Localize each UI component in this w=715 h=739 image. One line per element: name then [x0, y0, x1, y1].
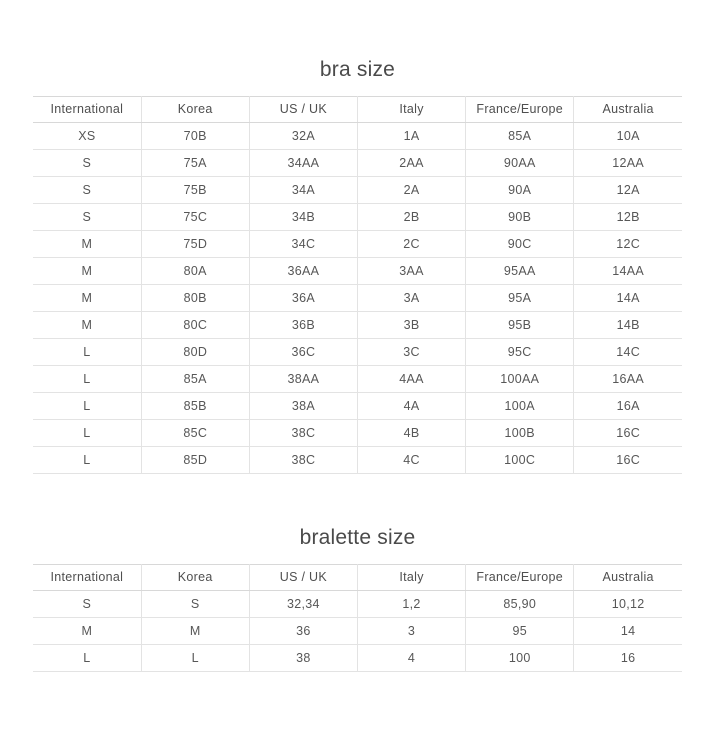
column-header: Italy — [357, 97, 465, 123]
bra-size-title: bra size — [319, 58, 396, 81]
table-cell: 3AA — [357, 258, 465, 285]
table-cell: 16C — [574, 420, 682, 447]
bralette-size-table-wrap — [0, 564, 715, 672]
bra-table-head — [33, 97, 682, 123]
column-header: US / UK — [249, 97, 357, 123]
table-cell: 90B — [466, 204, 574, 231]
table-cell: XS — [33, 123, 141, 150]
table-cell: L — [33, 447, 141, 474]
column-header: Korea — [141, 565, 249, 591]
column-header: Australia — [574, 97, 682, 123]
table-cell: 14A — [574, 285, 682, 312]
column-header: International — [33, 565, 141, 591]
section-spacer — [0, 474, 715, 526]
table-cell: 12B — [574, 204, 682, 231]
table-cell: 85A — [466, 123, 574, 150]
bra-size-table-wrap — [0, 96, 715, 474]
table-cell: 75B — [141, 177, 249, 204]
column-header: France/Europe — [466, 97, 574, 123]
table-cell: M — [33, 285, 141, 312]
table-cell: 34A — [249, 177, 357, 204]
table-row — [33, 447, 682, 474]
table-cell: 4AA — [357, 366, 465, 393]
table-row — [33, 150, 682, 177]
table-cell: 85,90 — [466, 591, 574, 618]
table-cell: 100AA — [466, 366, 574, 393]
table-cell: 14AA — [574, 258, 682, 285]
top-spacer — [0, 0, 715, 56]
table-cell: 34C — [249, 231, 357, 258]
table-cell: 85C — [141, 420, 249, 447]
table-cell: 85B — [141, 393, 249, 420]
table-cell: 12C — [574, 231, 682, 258]
table-cell: M — [33, 618, 141, 645]
bralette-table-body — [33, 591, 682, 672]
table-cell: 95A — [466, 285, 574, 312]
table-cell: 36B — [249, 312, 357, 339]
table-cell: 4 — [357, 645, 465, 672]
table-cell: 3B — [357, 312, 465, 339]
column-header: Australia — [574, 565, 682, 591]
table-cell: 32,34 — [249, 591, 357, 618]
table-cell: 75A — [141, 150, 249, 177]
table-cell: 34AA — [249, 150, 357, 177]
table-cell: 2C — [357, 231, 465, 258]
table-cell: 90C — [466, 231, 574, 258]
table-cell: 10A — [574, 123, 682, 150]
table-row — [33, 420, 682, 447]
table-cell: 14B — [574, 312, 682, 339]
table-cell: 95C — [466, 339, 574, 366]
table-cell: 100A — [466, 393, 574, 420]
table-cell: 4B — [357, 420, 465, 447]
bra-title-spacer — [0, 82, 715, 96]
table-cell: 1,2 — [357, 591, 465, 618]
table-cell: 12AA — [574, 150, 682, 177]
table-cell: 38AA — [249, 366, 357, 393]
table-cell: 4C — [357, 447, 465, 474]
bra-size-table — [33, 96, 682, 474]
table-cell: 34B — [249, 204, 357, 231]
table-cell: 10,12 — [574, 591, 682, 618]
table-cell: 14C — [574, 339, 682, 366]
bralette-table-head — [33, 565, 682, 591]
table-cell: 1A — [357, 123, 465, 150]
table-row — [33, 258, 682, 285]
table-row — [33, 591, 682, 618]
table-cell: 3A — [357, 285, 465, 312]
table-row — [33, 366, 682, 393]
table-cell: 85D — [141, 447, 249, 474]
column-header: International — [33, 97, 141, 123]
table-cell: 38C — [249, 420, 357, 447]
table-cell: 38 — [249, 645, 357, 672]
table-cell: 90A — [466, 177, 574, 204]
table-row — [33, 177, 682, 204]
table-cell: 2B — [357, 204, 465, 231]
table-cell: 100B — [466, 420, 574, 447]
table-cell: L — [33, 339, 141, 366]
table-cell: 85A — [141, 366, 249, 393]
table-cell: 75D — [141, 231, 249, 258]
table-header-row — [33, 565, 682, 591]
table-cell: 90AA — [466, 150, 574, 177]
table-cell: 95B — [466, 312, 574, 339]
table-row — [33, 204, 682, 231]
table-row — [33, 285, 682, 312]
table-cell: L — [33, 366, 141, 393]
table-cell: 38C — [249, 447, 357, 474]
table-cell: 36 — [249, 618, 357, 645]
table-cell: 3 — [357, 618, 465, 645]
bra-table-body — [33, 123, 682, 474]
column-header: Korea — [141, 97, 249, 123]
table-cell: 32A — [249, 123, 357, 150]
table-row — [33, 618, 682, 645]
table-cell: 12A — [574, 177, 682, 204]
table-cell: S — [33, 177, 141, 204]
table-row — [33, 123, 682, 150]
table-cell: 70B — [141, 123, 249, 150]
table-cell: M — [33, 258, 141, 285]
table-cell: 80C — [141, 312, 249, 339]
table-row — [33, 393, 682, 420]
table-cell: L — [33, 645, 141, 672]
table-row — [33, 312, 682, 339]
table-cell: 38A — [249, 393, 357, 420]
bralette-size-title: bralette size — [299, 526, 416, 549]
table-cell: 80D — [141, 339, 249, 366]
column-header: Italy — [357, 565, 465, 591]
table-cell: 2AA — [357, 150, 465, 177]
table-cell: 80A — [141, 258, 249, 285]
table-cell: L — [33, 393, 141, 420]
column-header: France/Europe — [466, 565, 574, 591]
column-header: US / UK — [249, 565, 357, 591]
table-cell: 80B — [141, 285, 249, 312]
table-cell: S — [141, 591, 249, 618]
table-cell: 36A — [249, 285, 357, 312]
table-cell: 36C — [249, 339, 357, 366]
table-cell: 95 — [466, 618, 574, 645]
table-cell: S — [33, 204, 141, 231]
table-row — [33, 231, 682, 258]
table-cell: 95AA — [466, 258, 574, 285]
bralette-size-table — [33, 564, 682, 672]
table-cell: 4A — [357, 393, 465, 420]
table-cell: M — [33, 231, 141, 258]
table-cell: 36AA — [249, 258, 357, 285]
table-cell: 75C — [141, 204, 249, 231]
table-cell: 100C — [466, 447, 574, 474]
table-cell: S — [33, 150, 141, 177]
table-cell: 2A — [357, 177, 465, 204]
table-cell: S — [33, 591, 141, 618]
table-cell: 100 — [466, 645, 574, 672]
table-cell: L — [141, 645, 249, 672]
table-cell: 3C — [357, 339, 465, 366]
table-cell: 16A — [574, 393, 682, 420]
table-header-row — [33, 97, 682, 123]
table-row — [33, 645, 682, 672]
table-cell: L — [33, 420, 141, 447]
table-cell: 16 — [574, 645, 682, 672]
table-row — [33, 339, 682, 366]
table-cell: 16C — [574, 447, 682, 474]
bralette-title-spacer — [0, 550, 715, 564]
table-cell: M — [33, 312, 141, 339]
table-cell: 16AA — [574, 366, 682, 393]
table-cell: 14 — [574, 618, 682, 645]
table-cell: M — [141, 618, 249, 645]
